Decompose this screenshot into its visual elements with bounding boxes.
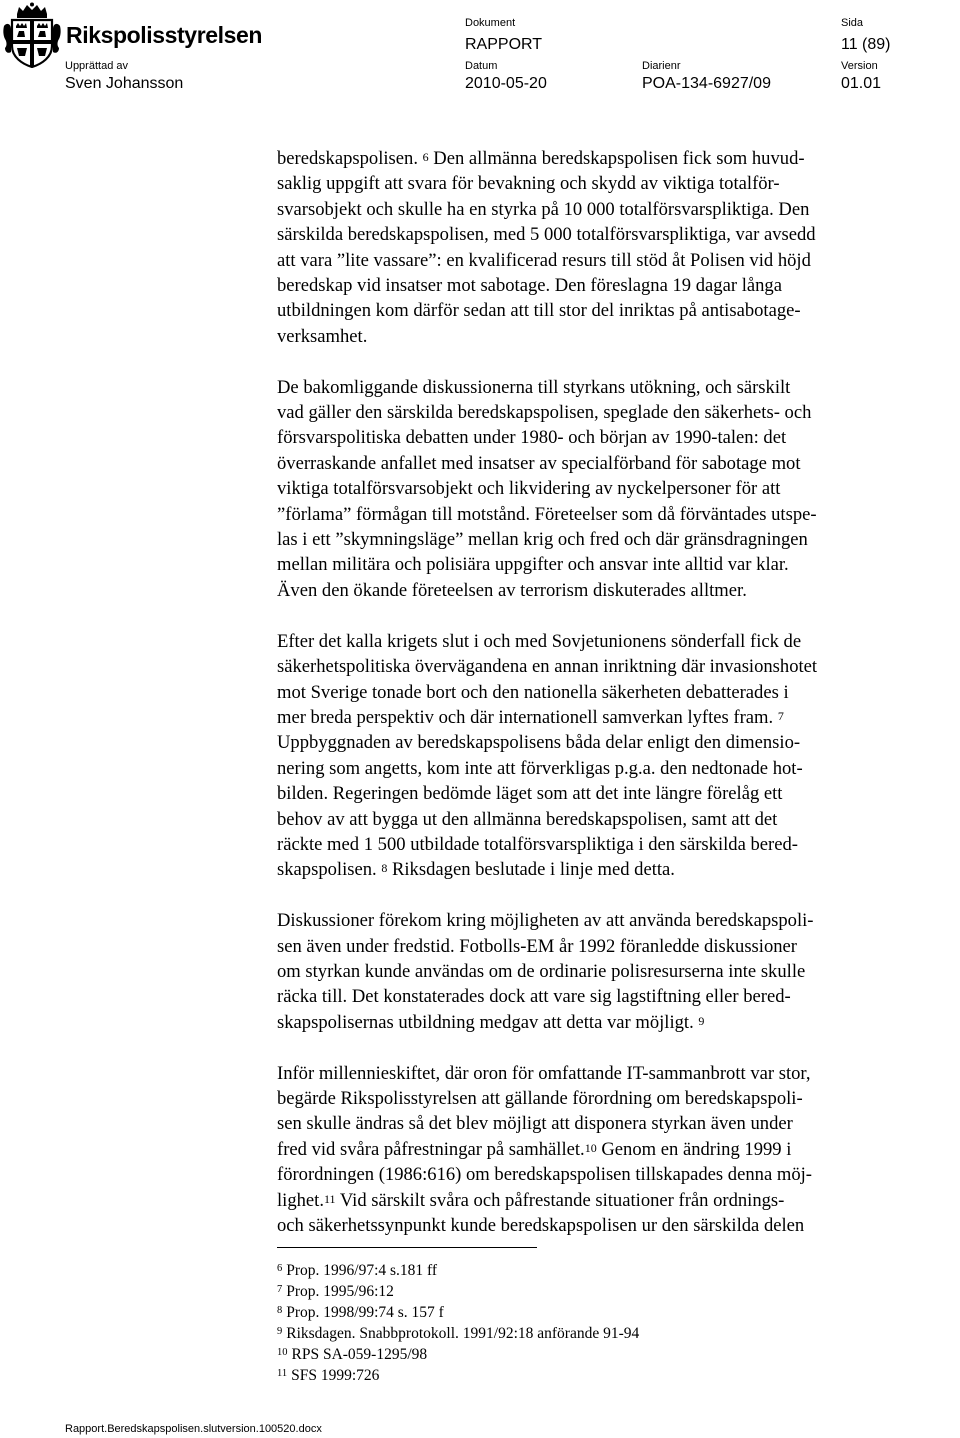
footnote-text: Prop. 1998/99:74 s. 157 f: [286, 1304, 444, 1321]
footnote-item: [277, 1323, 639, 1344]
footnote-number: 8: [277, 1305, 283, 1317]
text-run: beredskapspolisen.: [277, 148, 418, 169]
text-run: Riksdagen beslutade i linje med detta.: [387, 859, 675, 881]
text-line: räcka till. Det konstaterades dock att vare sig lagstiftning eller bered-: [277, 986, 791, 1008]
author-field: [65, 60, 183, 93]
footnote-number: 7: [277, 1284, 283, 1296]
version-field: [841, 60, 881, 93]
text-line: särskilda beredskapspolisen, med 5 000 totalförsvarspliktiga, var avsedd: [277, 224, 816, 246]
text-run: skapspolisen.: [277, 859, 377, 881]
text-line: beredskap vid insatser mot sabotage. Den föreslagna 19 dagar långa: [277, 275, 782, 297]
version-label: Version: [841, 60, 878, 72]
page-number-value: 11 (89): [841, 36, 891, 53]
text-line: utbildningen kom därför sedan att till stor del inriktas på antisabotage-: [277, 300, 801, 322]
text-line: begärde Rikspolisstyrelsen att gällande förordning om beredskapspoli-: [277, 1087, 803, 1109]
footnote-number: 11: [277, 1368, 288, 1380]
paragraph-2: [277, 375, 917, 604]
text-line: Diskussioner förekom kring möjligheten av att använda beredskapspoli-: [277, 910, 814, 932]
text-line: räckte med 1 500 utbildade totalförsvarspliktiga i den särskilda bered-: [277, 833, 798, 855]
text-line: behov av att bygga ut den allmänna beredskapspolisen, samt att det: [277, 808, 778, 830]
text-line: Efter det kalla krigets slut i och med Sovjetunionens sönderfall fick de: [277, 630, 802, 652]
text-line: svarsobjekt och skulle ha en styrka på 10 000 totalförsvarspliktiga. Den: [277, 198, 810, 220]
text-line: [277, 857, 917, 882]
text-line: saklig uppgift att svara för bevakning och skydd av viktiga totalför-: [277, 173, 780, 195]
document-type-field: [465, 17, 542, 54]
footnote-ref-11[interactable]: 11: [324, 1191, 336, 1206]
text-line: försvarspolitiska debatten under 1980- och början av 1990-talen: det: [277, 427, 787, 449]
footnote-ref-7[interactable]: 7: [777, 708, 784, 723]
text-line: överraskande anfallet med insatser av specialförband för sabotage mot: [277, 452, 801, 474]
paragraph-3: [277, 629, 917, 883]
footnote-number: 10: [277, 1347, 288, 1359]
text-run: Genom en ändring 1999 i: [596, 1138, 792, 1160]
organization-name: Rikspolisstyrelsen: [66, 22, 263, 48]
text-line: De bakomliggande diskussionerna till styrkans utökning, och särskilt: [277, 376, 791, 398]
footnote-number: 6: [277, 1263, 283, 1275]
national-coat-of-arms-logo: [3, 2, 61, 68]
diarienr-label: Diarienr: [642, 60, 681, 72]
text-line: ”förlama” förmågan till motstånd. Företeelser som då förväntades utspe-: [277, 503, 817, 525]
footnote-text: Prop. 1996/97:4 s.181 ff: [286, 1262, 438, 1279]
footnote-text: SFS 1999:726: [291, 1367, 380, 1384]
text-line: sen även under fredstid. Fotbolls-EM år 1992 föranledde diskussioner: [277, 935, 797, 957]
text-run: lighet.: [277, 1189, 324, 1211]
document-type-label: Dokument: [465, 17, 516, 29]
footnote-item: [277, 1260, 639, 1281]
text-line: las i ett ”skymningsläge” mellan krig och fred och där gränsdragningen: [277, 529, 808, 551]
text-line: nering som angetts, kom inte att förverkligas p.g.a. den nedtonade hot-: [277, 757, 803, 779]
text-run: Den allmänna beredskapspolisen fick som huvud-: [428, 148, 805, 169]
text-line: [277, 146, 917, 171]
text-line: bilden. Regeringen bedömde läget som att det inte längre förelåg ett: [277, 783, 783, 805]
text-line: mot Sverige tonade bort och den nationella säkerheten debatterades i: [277, 681, 789, 703]
footnote-text: Prop. 1995/96:12: [286, 1283, 394, 1300]
version-value: 01.01: [841, 75, 882, 92]
paragraph-4: [277, 908, 917, 1035]
date-label: Datum: [465, 60, 498, 72]
text-line: Inför millennieskiftet, där oron för omfattande IT-sammanbrott var stor,: [277, 1062, 811, 1084]
page-number-field: [841, 17, 891, 54]
footnote-separator: [277, 1247, 537, 1248]
footnote-ref-6[interactable]: 6: [422, 150, 429, 164]
text-line: sen skulle ändras så det blev möjligt att disponera styrkan även under: [277, 1113, 793, 1135]
author-value: Sven Johansson: [65, 75, 184, 92]
footnote-item: [277, 1344, 639, 1365]
text-line: [277, 1188, 917, 1213]
footnote-ref-8[interactable]: 8: [381, 861, 388, 876]
text-line: [277, 1010, 917, 1035]
text-line: mellan militära och polisiära uppgifter och ansvar inte alltid var klar.: [277, 554, 789, 576]
text-line: vad gäller den särskilda beredskapspolisen, speglade den säkerhets- och: [277, 402, 812, 424]
text-line: förordningen (1986:616) om beredskapspolisen tillskapades denna möj-: [277, 1164, 812, 1186]
text-line: verksamhet.: [277, 325, 368, 347]
footnote-ref-10[interactable]: 10: [584, 1140, 597, 1155]
footnote-text: RPS SA-059-1295/98: [291, 1346, 428, 1363]
text-line: om styrkan kunde användas om de ordinarie polisresurserna inte skulle: [277, 960, 806, 982]
footnote-text: Riksdagen. Snabbprotokoll. 1991/92:18 anförande 91-94: [286, 1325, 640, 1342]
page-number-label: Sida: [841, 17, 864, 29]
report-body: [277, 146, 917, 1264]
paragraph-5: [277, 1061, 917, 1239]
paragraph-1: [277, 146, 917, 349]
text-line: Uppbyggnaden av beredskapspolisens båda delar enligt den dimensio-: [277, 732, 801, 754]
footnote-number: 9: [277, 1326, 283, 1338]
text-run: fred vid svåra påfrestningar på samhället.: [277, 1138, 585, 1160]
footnotes: [277, 1260, 639, 1386]
document-type-value: RAPPORT: [465, 36, 543, 53]
footer-filename: Rapport.Beredskapspolisen.slutversion.100520.docx: [65, 1423, 322, 1435]
text-run: Vid särskilt svåra och påfrestande situationer från ordnings-: [335, 1189, 785, 1211]
text-line: att vara ”lite vassare”: en kvalificerad resurs till stöd åt Polisen vid höjd: [277, 249, 811, 271]
footnote-item: [277, 1281, 639, 1302]
text-run: mer breda perspektiv och där internationell samverkan lyftes fram.: [277, 706, 774, 728]
text-line: [277, 1137, 917, 1162]
footnote-ref-9[interactable]: 9: [698, 1013, 705, 1028]
footnote-item: [277, 1302, 639, 1323]
diarienr-field: [642, 60, 771, 93]
diarienr-value: POA-134-6927/09: [642, 75, 771, 92]
date-field: [465, 60, 547, 93]
author-label: Upprättad av: [65, 60, 128, 72]
text-line: [277, 705, 917, 730]
text-line: och säkerhetssynpunkt kunde beredskapspolisen ur den särskilda delen: [277, 1215, 805, 1236]
text-run: skapspolisernas utbildning medgav att detta var möjligt.: [277, 1011, 694, 1033]
text-line: säkerhetspolitiska övervägandena en annan inriktning där invasionshotet: [277, 656, 818, 678]
footnote-item: [277, 1365, 639, 1386]
date-value: 2010-05-20: [465, 75, 547, 92]
text-line: Även den ökande företeelsen av terrorism diskuterades alltmer.: [277, 579, 747, 601]
text-line: viktiga totalförsvarsobjekt och likvidering av nyckelpersoner för att: [277, 478, 781, 500]
